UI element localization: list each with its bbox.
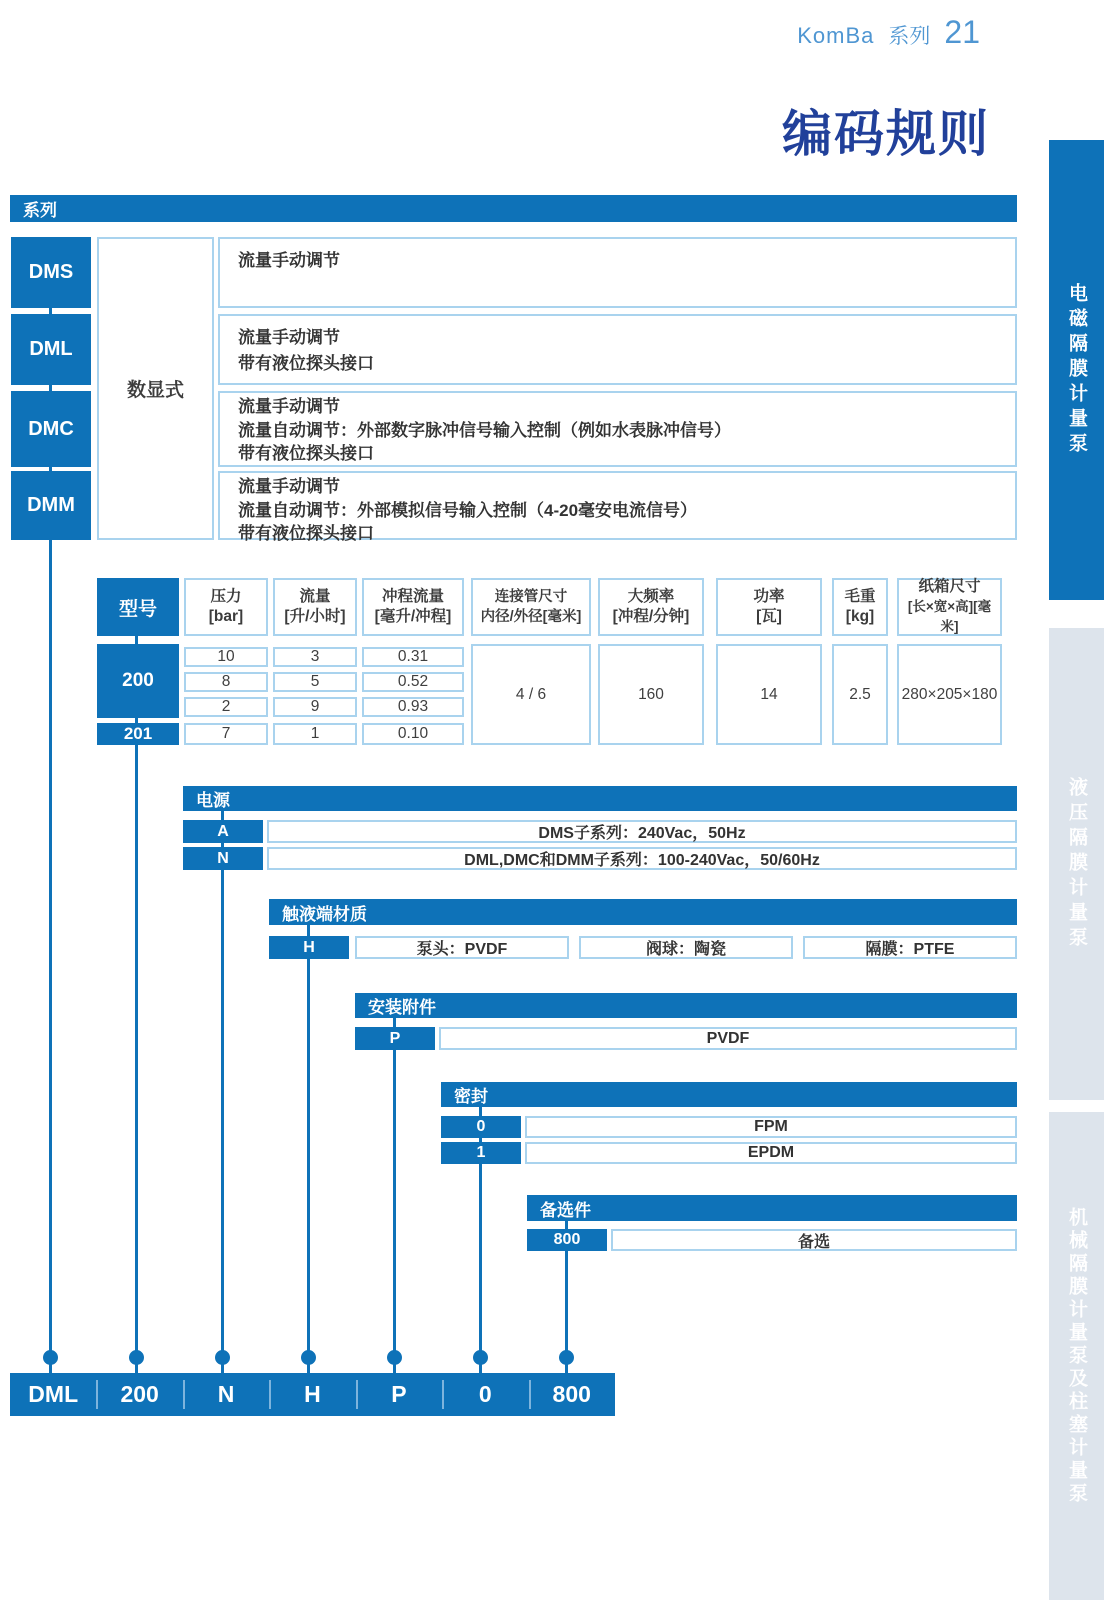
cell-pressure: 8	[184, 672, 268, 692]
brand-name: KomBa	[797, 23, 875, 48]
code-segment-wetted: H	[269, 1373, 355, 1416]
power-option-n-desc: DML,DMC和DMM子系列：100-240Vac，50/60Hz	[267, 847, 1017, 870]
header-line: 纸箱尺寸	[918, 578, 981, 595]
connector-dot	[387, 1350, 402, 1365]
desc-line: 流量自动调节：外部数字脉冲信号输入控制（例如水表脉冲信号）	[238, 420, 731, 440]
page-number: 21	[944, 14, 980, 50]
header-line: [瓦]	[756, 608, 782, 625]
code-segment-power: N	[183, 1373, 269, 1416]
header-line: 功率	[753, 588, 785, 605]
header-line: [长×宽×高][毫米]	[907, 599, 992, 634]
connector-tick	[479, 1107, 482, 1116]
connector-line-mounting	[393, 1050, 396, 1373]
code-segment-optional: 800	[529, 1373, 615, 1416]
power-option-a-desc: DMS子系列：240Vac，50Hz	[267, 820, 1017, 843]
power-option-n: N	[183, 847, 263, 870]
connector-line-wetted	[307, 959, 310, 1373]
table-header-model: 型号	[97, 578, 179, 636]
series-desc-dmc	[218, 391, 1017, 467]
wetted-code-h: H	[269, 936, 349, 959]
mounting-code-p: P	[355, 1027, 435, 1050]
cell-pressure: 10	[184, 647, 268, 667]
wetted-material-diaphragm: 隔膜：PTFE	[803, 936, 1017, 959]
seal-option-0: 0	[441, 1116, 521, 1138]
wetted-header-bar	[269, 899, 1017, 925]
header-line: [毫升/冲程]	[374, 608, 452, 625]
desc-line: 流量手动调节	[238, 328, 340, 347]
page-header	[700, 14, 980, 51]
table-header-flow	[273, 578, 357, 636]
cell-pipe-size: 4 / 6	[471, 644, 591, 745]
header-line: 大频率	[627, 588, 675, 605]
sidebar-tab-hydraulic-pump[interactable]	[1049, 628, 1104, 1100]
sidebar-tab-mechanical-pump[interactable]	[1049, 1112, 1104, 1600]
cell-flow: 5	[273, 672, 357, 692]
cell-carton: 280×205×180	[897, 644, 1002, 745]
header-line: [升/小时]	[284, 608, 346, 625]
connector-tick	[135, 636, 138, 644]
header-line: [bar]	[208, 608, 244, 625]
desc-line: 带有液位探头接口	[238, 354, 374, 373]
seal-option-1-desc: EPDM	[525, 1142, 1017, 1164]
header-line: [kg]	[845, 608, 875, 625]
desc-line: 流量手动调节	[238, 397, 340, 416]
connector-tick	[135, 718, 138, 723]
cell-flow: 3	[273, 647, 357, 667]
seal-option-0-desc: FPM	[525, 1116, 1017, 1138]
connector-line-power	[221, 870, 224, 1373]
cell-pressure: 7	[184, 723, 268, 745]
power-header-label: 电源	[196, 791, 230, 810]
mounting-header-bar	[355, 993, 1017, 1018]
cell-weight: 2.5	[832, 644, 888, 745]
mounting-header-label: 安装附件	[368, 998, 436, 1017]
model-200-box: 200	[97, 644, 179, 718]
cell-power: 14	[716, 644, 822, 745]
code-segment-series: DML	[28, 1381, 79, 1407]
table-header-stroke	[362, 578, 464, 636]
connector-tick	[49, 385, 52, 391]
table-header-pipe	[471, 578, 591, 636]
mounting-desc: PVDF	[439, 1027, 1017, 1050]
brand-suffix: 系列	[888, 25, 931, 48]
desc-line: 带有液位探头接口	[238, 524, 374, 543]
wetted-material-head: 泵头：PVDF	[355, 936, 569, 959]
example-code-bar	[10, 1373, 615, 1416]
sidebar-tab-label: 机械隔膜计量泵及柱塞计量泵	[1066, 1206, 1087, 1506]
header-line: 压力	[210, 588, 242, 605]
code-segment-seal: 0	[442, 1373, 528, 1416]
series-desc-dmm	[218, 471, 1017, 543]
table-header-pressure	[184, 578, 268, 636]
code-segment-model: 200	[96, 1373, 182, 1416]
connector-dot	[129, 1350, 144, 1365]
connector-dot	[43, 1350, 58, 1365]
cell-stroke: 0.31	[362, 647, 464, 667]
seal-header-label: 密封	[454, 1087, 488, 1106]
code-segment-mounting: P	[356, 1373, 442, 1416]
cell-flow: 1	[273, 723, 357, 745]
display-type-box	[97, 237, 214, 540]
connector-tick	[393, 1018, 396, 1027]
series-header-label: 系列	[23, 201, 57, 220]
cell-stroke: 0.10	[362, 723, 464, 745]
series-desc-dms	[218, 237, 1017, 308]
connector-tick	[49, 467, 52, 471]
desc-line: 带有液位探头接口	[238, 444, 374, 463]
series-code-dms: DMS	[11, 237, 91, 308]
sidebar-tab-label: 电磁隔膜计量泵	[1066, 282, 1087, 458]
table-header-frequency	[598, 578, 704, 636]
cell-flow: 9	[273, 697, 357, 717]
connector-line-seal	[479, 1164, 482, 1373]
table-header-carton	[897, 578, 1002, 636]
optional-header-bar	[527, 1195, 1017, 1221]
sidebar-tab-solenoid-pump[interactable]	[1049, 140, 1104, 600]
cell-stroke: 0.93	[362, 697, 464, 717]
header-line: 毛重	[844, 588, 876, 605]
wetted-material-ball: 阀球：陶瓷	[579, 936, 793, 959]
wetted-header-label: 触液端材质	[282, 904, 367, 924]
cell-frequency: 160	[598, 644, 704, 745]
connector-tick	[307, 925, 310, 936]
series-code-dml: DML	[11, 314, 91, 385]
cell-stroke: 0.52	[362, 672, 464, 692]
header-line: 连接管尺寸	[494, 589, 568, 605]
connector-dot	[301, 1350, 316, 1365]
connector-dot	[215, 1350, 230, 1365]
series-header-bar	[10, 195, 1017, 222]
table-header-weight	[832, 578, 888, 636]
cell-pressure: 2	[184, 697, 268, 717]
connector-dot	[559, 1350, 574, 1365]
connector-tick	[49, 308, 52, 314]
header-line: [冲程/分钟]	[612, 608, 690, 625]
desc-line: 流量手动调节	[238, 477, 340, 496]
series-code-dmm: DMM	[11, 471, 91, 540]
seal-header-bar	[441, 1082, 1017, 1107]
connector-line-series	[49, 540, 52, 1373]
header-line: 流量	[299, 588, 331, 605]
connector-tick	[565, 1221, 568, 1229]
connector-dot	[473, 1350, 488, 1365]
desc-line: 流量自动调节：外部模拟信号输入控制（4-20毫安电流信号）	[238, 500, 698, 520]
header-line: 冲程流量	[381, 588, 444, 605]
sidebar-tab-label: 液压隔膜计量泵	[1066, 776, 1087, 952]
optional-header-label: 备选件	[540, 1200, 591, 1220]
desc-line: 流量手动调节	[238, 251, 340, 270]
connector-tick	[221, 811, 224, 820]
optional-code-800: 800	[527, 1229, 607, 1251]
seal-option-1: 1	[441, 1142, 521, 1164]
power-header-bar	[183, 786, 1017, 811]
table-header-power	[716, 578, 822, 636]
optional-desc: 备选	[611, 1229, 1017, 1251]
header-line: 内径/外径[毫米]	[480, 609, 582, 625]
display-type-label: 数显式	[126, 380, 184, 401]
connector-line-model	[135, 745, 138, 1373]
page-title: 编码规则	[782, 106, 990, 162]
power-option-a: A	[183, 820, 263, 843]
model-201-box: 201	[97, 723, 179, 745]
series-code-dmc: DMC	[11, 391, 91, 467]
series-desc-dml	[218, 314, 1017, 385]
